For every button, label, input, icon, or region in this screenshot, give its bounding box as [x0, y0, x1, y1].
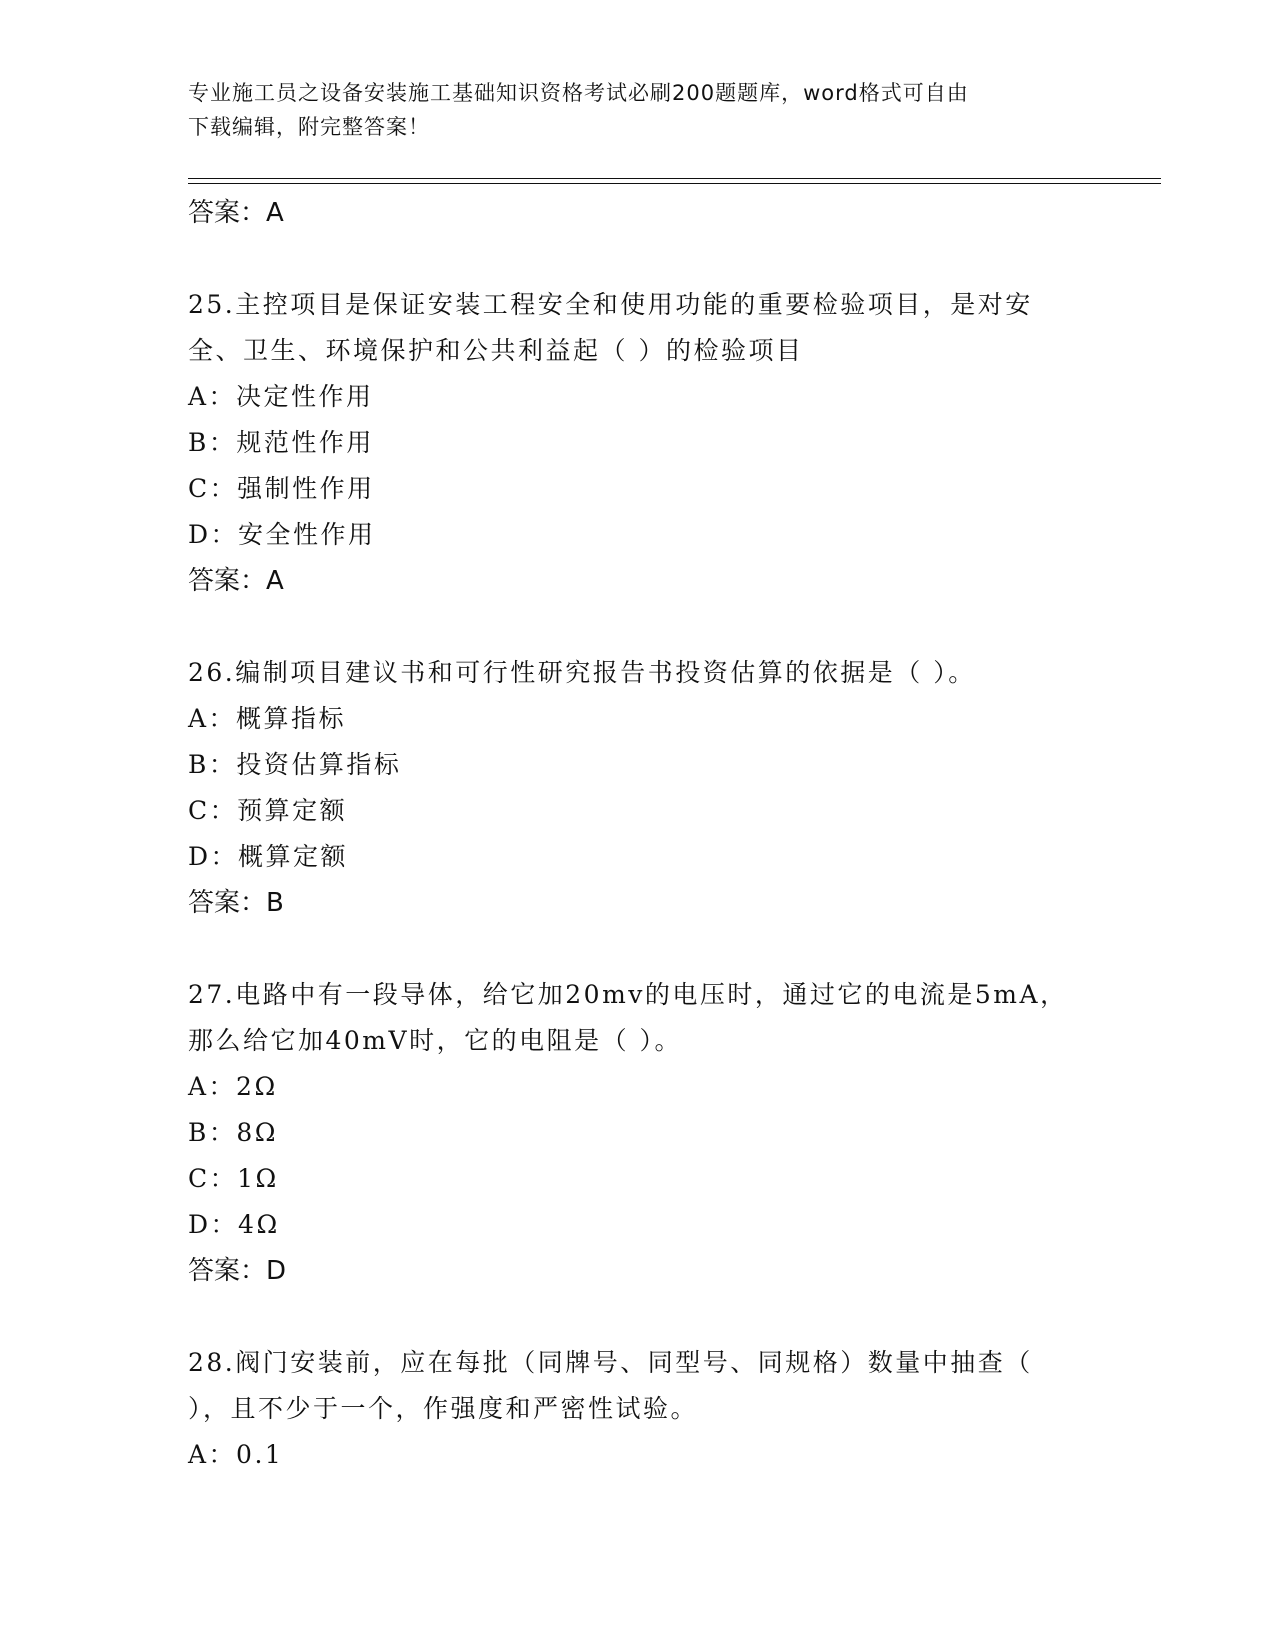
header-line-2: 下载编辑，附完整答案！ [188, 115, 430, 139]
document-header [188, 76, 1088, 144]
question-text [188, 650, 1108, 696]
question-25 [188, 282, 1108, 604]
previous-answer: 答案：A [188, 198, 284, 228]
answer: 答案：D [188, 1256, 287, 1286]
question-line-1: 28.阀门安装前，应在每批（同牌号、同型号、同规格）数量中抽查（ [188, 1348, 1033, 1377]
question-line-2: ），且不少于一个，作强度和严密性试验。 [188, 1394, 699, 1423]
option-d: D：概算定额 [188, 842, 349, 871]
option-c: C：1Ω [188, 1164, 279, 1193]
option-d: D：4Ω [188, 1210, 280, 1239]
document-body [188, 190, 1108, 1478]
option-a: A：概算指标 [188, 704, 347, 733]
question-line-1: 25.主控项目是保证安装工程安全和使用功能的重要检验项目，是对安 [188, 290, 1033, 319]
option-c: C：强制性作用 [188, 474, 375, 503]
header-rule-top [188, 178, 1161, 179]
option-d: D：安全性作用 [188, 520, 376, 549]
question-28 [188, 1340, 1108, 1478]
option-a: A：0.1 [188, 1440, 284, 1469]
option-b: B：规范性作用 [188, 428, 374, 457]
option-c: C：预算定额 [188, 796, 348, 825]
option-b: B：投资估算指标 [188, 750, 402, 779]
question-text [188, 282, 1108, 374]
question-line-2: 全、卫生、环境保护和公共利益起（ ）的检验项目 [188, 336, 804, 365]
question-line-1: 27.电路中有一段导体，给它加20mv的电压时，通过它的电流是5mA， [188, 980, 1068, 1009]
header-line-1: 专业施工员之设备安装施工基础知识资格考试必刷200题题库，word格式可自由 [188, 81, 969, 105]
question-26 [188, 650, 1108, 926]
question-line-1: 26.编制项目建议书和可行性研究报告书投资估算的依据是（ ）。 [188, 658, 976, 687]
option-a: A：决定性作用 [188, 382, 374, 411]
header-rule-bottom [188, 183, 1161, 184]
option-b: B：8Ω [188, 1118, 279, 1147]
question-text [188, 1340, 1108, 1432]
question-line-2: 那么给它加40mV时，它的电阻是（ ）。 [188, 1026, 683, 1055]
question-27 [188, 972, 1108, 1294]
answer: 答案：A [188, 566, 284, 596]
option-a: A：2Ω [188, 1072, 278, 1101]
answer: 答案：B [188, 888, 284, 918]
question-text [188, 972, 1108, 1064]
